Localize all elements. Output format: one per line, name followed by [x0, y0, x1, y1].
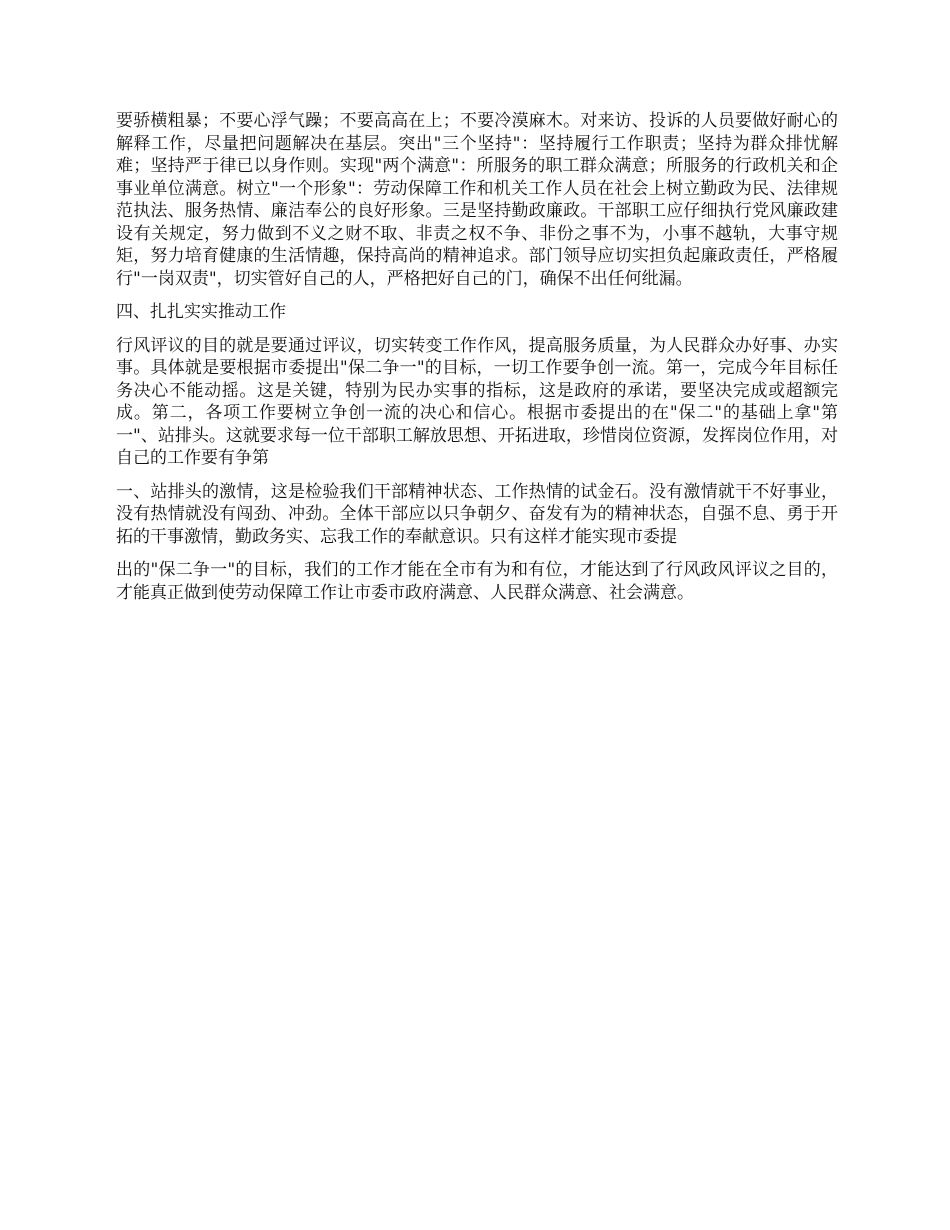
paragraph-conclusion: 出的"保二争一"的目标，我们的工作才能在全市有为和有位，才能达到了行风政风评议之目的，才能真正做到使劳动保障工作让市委市政府满意、人民群众满意、社会满意。 — [116, 560, 838, 603]
document-page — [116, 110, 838, 615]
paragraph-integrity: 要骄横粗暴；不要心浮气躁；不要高高在上；不要冷漠麻木。对来访、投诉的人员要做好耐心的解释工作，尽量把问题解决在基层。突出"三个坚持"：坚持履行工作职责；坚持为群众排忧解难；坚持严于律已以身作则。实现"两个满意"：所服务的职工群众满意；所服务的行政机关和企事业单位满意。树立"一个形象"：劳动保障工作和机关工作人员在社会上树立勤政为民、法律规范执法、服务热情、廉洁奉公的良好形象。三是坚持勤政廉政。干部职工应仔细执行党风廉政建设有关规定，努力做到不义之财不取、非责之权不争、非份之事不为，小事不越轨，大事守规矩，努力培育健康的生活情趣，保持高尚的精神追求。部门领导应切实担负起廉政责任，严格履行"一岗双责"，切实管好自己的人，严格把好自己的门，确保不出任何纰漏。 — [116, 111, 838, 289]
section-heading-4: 四、扎扎实实推动工作 — [116, 302, 286, 322]
paragraph-passion: 一、站排头的激情，这是检验我们干部精神状态、工作热情的试金石。没有激情就干不好事业，没有热情就没有闯劲、冲劲。全体干部应以只争朝夕、奋发有为的精神状态，自强不息、勇于开拓的干事激情，勤政务实、忘我工作的奉献意识。只有这样才能实现市委提 — [116, 481, 838, 547]
paragraph-evaluation-purpose: 行风评议的目的就是要通过评议，切实转变工作作风，提高服务质量，为人民群众办好事、办实事。具体就是要根据市委提出"保二争一"的目标，一切工作要争创一流。第一，完成今年目标任务决心不能动摇。这是关键，特别为民办实事的指标，这是政府的承诺，要坚决完成或超额完成。第二，各项工作要树立争创一流的决心和信心。根据市委提出的在"保二"的基础上拿"第一"、站排头。这就要求每一位干部职工解放思想、开拓进取，珍惜岗位资源，发挥岗位作用，对自己的工作要有争第 — [116, 335, 838, 468]
